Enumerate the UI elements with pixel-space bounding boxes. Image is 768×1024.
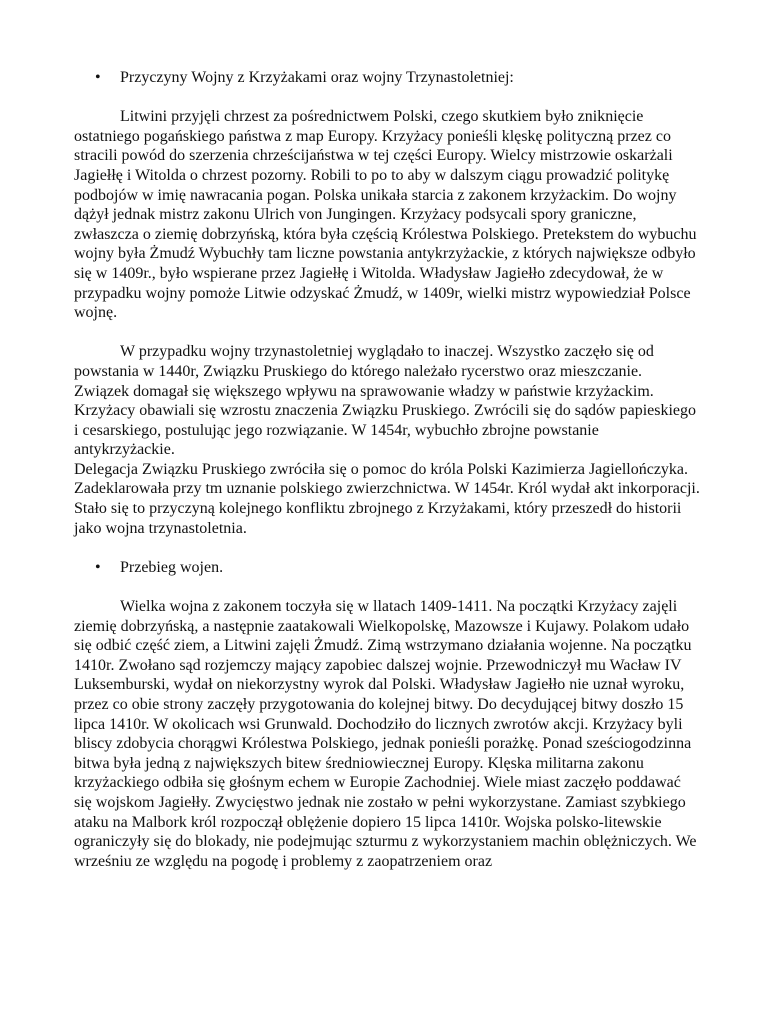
paragraph-causes-great-war: Litwini przyjęli chrzest za pośrednictwem Polski, czego skutkiem było zniknięcie ostatniego pogańskiego państwa z map Europy. Krzyżacy ponieśli klęskę polityczną przez co stracili powód do szerzenia chrześcijaństwa w tej części Europy. Wielcy mistrzowie oskarżali Jagiełłę i Witolda o chrzest pozorny. Robili to po to aby w dalszym ciągu prowadzić politykę podbojów w imię nawracania pogan. Polska unikała starcia z zakonem krzyżackim. Do wojny dążył jednak mistrz zakonu Ulrich von Jungingen. Krzyżacy podsycali spory graniczne, zwłaszcza o ziemię dobrzyńską, która była częścią Królestwa Polskiego. Pretekstem do wybuchu wojny była Żmudź Wybuchły tam liczne powstania antykrzyżackie, z których największe odbyło się w 1409r., było wspierane przez Jagiełłę i Witolda. Władysław Jagiełło zdecydował, że w przypadku wojny pomoże Litwie odzyskać Żmudź, w 1409r, wielki mistrz wypowiedział Polsce wojnę.: [74, 108, 697, 322]
heading-text: Przebieg wojen.: [120, 558, 224, 576]
heading-text: Przyczyny Wojny z Krzyżakami oraz wojny Trzynastoletniej:: [120, 69, 514, 86]
paragraph-course-great-war: Wielka wojna z zakonem toczyła się w llatach 1409-1411. Na początki Krzyżacy zajęli ziemię dobrzyńską, a następnie zaatakowali Wielkopolskę, Mazowsze i Kujawy. Polakom udało się odbić część ziem, a Litwini zajęli Żmudź. Zimą wstrzymano działania wojenne. Na początku 1410r. Zwołano sąd rozjemczy mający zapobiec dalszej wojnie. Przewodniczył mu Wacław IV Luksemburski, wydał on niekorzystny wyrok dal Polski. Władysław Jagiełło nie uznał wyroku, przez co obie strony zaczęły przygotowania do kolejnej bitwy. Do decydującej bitwy doszło 15 lipca 1410r. W okolicach wsi Grunwald. Dochodziło do licznych zwrotów akcji. Krzyżacy byli bliscy zdobycia chorągwi Królestwa Polskiego, jednak ponieśli porażkę. Ponad sześciogodzinna bitwa była jedną z największych bitew średniowiecznej Europy. Klęska militarna zakonu krzyżackiego odbiła się głośnym echem w Europie Zachodniej. Wiele miast zaczęło poddawać się wojskom Jagiełły. Zwycięstwo jednak nie zostało w pełni wykorzystane. Zamiast szybkiego ataku na Malbork król rozpoczął oblężenie dopiero 15 lipca 1410r. Wojska polsko-litewskie ograniczyły się do blokady, nie podejmując szturmu z wykorzystaniem machin oblężniczych. We wrześniu ze względu na pogodę i problemy z zaopatrzeniem oraz: [74, 598, 697, 870]
bullet-icon: •: [95, 69, 101, 86]
section-heading-causes: [74, 68, 700, 88]
blank-line: [74, 323, 700, 343]
bullet-icon: •: [95, 558, 101, 576]
paragraph-prussian-delegation: Delegacja Związku Pruskiego zwróciła się o pomoc do króla Polski Kazimierza Jagiellończyka. Zadeklarowała przy tm uznanie polskiego zwierzchnictwa. W 1454r. Król wydał akt inkorporacji. Stało się to przyczyną kolejnego konfliktu zbrojnego z Krzyżakami, który przeszedł do historii jako wojna trzynastoletnia.: [74, 460, 700, 537]
document-body: [74, 68, 700, 871]
blank-line: [74, 88, 700, 108]
section-heading-course: [74, 558, 700, 578]
blank-line: [74, 577, 700, 597]
blank-line: [74, 538, 700, 558]
paragraph-causes-thirteen-years-war: W przypadku wojny trzynastoletniej wyglądało to inaczej. Wszystko zaczęło się od powstania w 1440r, Związku Pruskiego do którego należało rycerstwo oraz mieszczanie. Związek domagał się większego wpływu na sprawowanie władzy w państwie krzyżackim. Krzyżacy obawiali się wzrostu znaczenia Związku Pruskiego. Zwrócili się do sądów papieskiego i cesarskiego, postulując jego rozwiązanie. W 1454r, wybuchło zbrojne powstanie antykrzyżackie.: [74, 343, 697, 459]
